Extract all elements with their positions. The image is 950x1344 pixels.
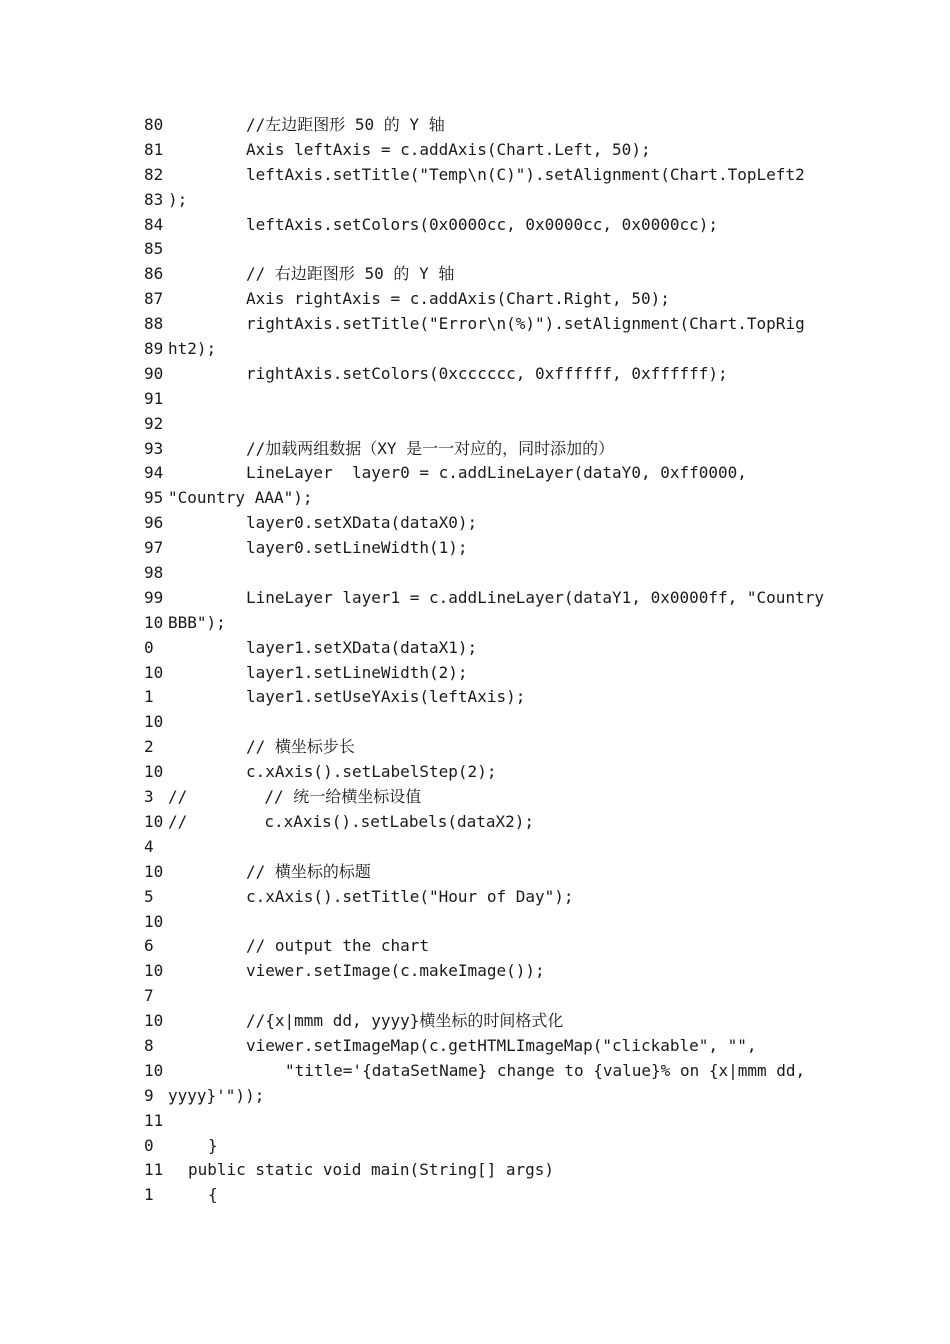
line-number: 10 — [144, 1060, 164, 1080]
line-number: 4 — [144, 836, 154, 856]
code-text: //左边距图形 50 的 Y 轴 — [246, 115, 445, 134]
code-text: // output the chart — [246, 936, 430, 956]
line-number: 10 — [144, 961, 164, 981]
line-number: 10 — [144, 612, 164, 632]
code-line — [144, 237, 824, 262]
code-text: public static void main(String[] args) — [188, 1160, 555, 1180]
line-number: 10 — [144, 712, 164, 732]
code-text: leftAxis.setTitle("Temp\n(C)").setAlignment(Chart.TopLeft2 — [246, 164, 805, 184]
code-line — [144, 586, 824, 611]
code-line — [144, 984, 824, 1009]
code-line — [144, 486, 824, 511]
code-line — [144, 437, 824, 462]
code-text: LineLayer layer1 = c.addLineLayer(dataY1, 0x0000ff, "Country — [246, 587, 824, 607]
line-number: 83 — [144, 189, 164, 209]
code-text: //加载两组数据（XY 是一一对应的，同时添加的） — [246, 438, 615, 458]
code-line — [144, 860, 824, 885]
line-number: 85 — [144, 239, 164, 259]
line-number: 96 — [144, 513, 164, 533]
code-line — [144, 810, 824, 835]
code-text: LineLayer layer0 = c.addLineLayer(dataY0, 0xff0000, — [246, 463, 747, 483]
line-number: 6 — [144, 936, 154, 956]
code-line — [144, 1084, 824, 1109]
line-number: 88 — [144, 314, 164, 334]
code-text: Axis rightAxis = c.addAxis(Chart.Right, 50); — [246, 289, 670, 309]
line-number: 97 — [144, 538, 164, 558]
code-line — [144, 287, 824, 312]
line-number: 5 — [144, 886, 154, 906]
code-line — [144, 337, 824, 362]
code-line — [144, 387, 824, 412]
code-line — [144, 262, 824, 287]
code-line — [144, 710, 824, 735]
line-number: 84 — [144, 214, 164, 234]
line-number: 87 — [144, 289, 164, 309]
code-line — [144, 885, 824, 910]
code-text: ht2); — [168, 339, 217, 359]
code-listing — [144, 113, 824, 1208]
code-line — [144, 1183, 824, 1208]
line-number: 7 — [144, 986, 154, 1006]
line-number: 98 — [144, 563, 164, 583]
code-text: viewer.setImageMap(c.getHTMLImageMap("clickable", "", — [246, 1035, 757, 1055]
code-line — [144, 1158, 824, 1183]
code-text: layer0.setLineWidth(1); — [246, 538, 468, 558]
line-number: 11 — [144, 1110, 164, 1130]
code-line — [144, 1134, 824, 1159]
code-line — [144, 636, 824, 661]
code-line — [144, 735, 824, 760]
code-text: layer0.setXData(dataX0); — [246, 513, 478, 533]
code-line — [144, 1009, 824, 1034]
line-number: 80 — [144, 115, 164, 134]
code-line — [144, 163, 824, 188]
code-line — [144, 1059, 824, 1084]
code-line — [144, 138, 824, 163]
code-text: //{x|mmm dd, yyyy}横坐标的时间格式化 — [246, 1011, 564, 1031]
code-line — [144, 461, 824, 486]
code-text: ); — [168, 189, 188, 209]
line-number: 0 — [144, 1135, 154, 1155]
code-line — [144, 412, 824, 437]
code-text: // 横坐标的标题 — [246, 861, 371, 881]
code-line — [144, 188, 824, 213]
code-text: } — [208, 1135, 218, 1155]
line-number: 2 — [144, 737, 154, 757]
line-number: 82 — [144, 164, 164, 184]
code-text: layer1.setUseYAxis(leftAxis); — [246, 687, 526, 707]
code-text: // 横坐标步长 — [246, 737, 355, 757]
code-text: c.xAxis().setLabelStep(2); — [246, 762, 497, 782]
line-number: 89 — [144, 339, 164, 359]
line-number: 10 — [144, 1011, 164, 1031]
code-text: "Country AAA"); — [168, 488, 313, 508]
code-text: BBB"); — [168, 612, 226, 632]
line-number: 1 — [144, 687, 154, 707]
code-text: // 右边距图形 50 的 Y 轴 — [246, 264, 455, 284]
code-line — [144, 113, 824, 138]
line-number: 3 — [144, 787, 154, 807]
line-number: 10 — [144, 662, 164, 682]
code-text: yyyy}'")); — [168, 1085, 265, 1105]
code-line — [144, 785, 824, 810]
code-text: c.xAxis().setTitle("Hour of Day"); — [246, 886, 574, 906]
line-number: 95 — [144, 488, 164, 508]
code-text: leftAxis.setColors(0x0000cc, 0x0000cc, 0x0000cc); — [246, 214, 719, 234]
code-text: viewer.setImage(c.makeImage()); — [246, 961, 545, 981]
code-line — [144, 511, 824, 536]
line-number: 11 — [144, 1160, 164, 1180]
code-line — [144, 685, 824, 710]
code-text: Axis leftAxis = c.addAxis(Chart.Left, 50); — [246, 139, 651, 159]
line-number: 93 — [144, 438, 164, 458]
code-text: // // 统一给横坐标设值 — [168, 787, 422, 807]
code-line — [144, 312, 824, 337]
line-number: 1 — [144, 1185, 154, 1205]
code-text: layer1.setXData(dataX1); — [246, 637, 478, 657]
line-number: 0 — [144, 637, 154, 657]
code-line — [144, 661, 824, 686]
line-number: 9 — [144, 1085, 154, 1105]
code-text: rightAxis.setColors(0xcccccc, 0xffffff, 0xffffff); — [246, 363, 728, 383]
line-number: 81 — [144, 139, 164, 159]
line-number: 91 — [144, 388, 164, 408]
code-line — [144, 536, 824, 561]
code-line — [144, 213, 824, 238]
code-text: { — [208, 1185, 218, 1205]
line-number: 8 — [144, 1035, 154, 1055]
code-text: layer1.setLineWidth(2); — [246, 662, 468, 682]
line-number: 92 — [144, 413, 164, 433]
line-number: 10 — [144, 762, 164, 782]
code-line — [144, 1109, 824, 1134]
line-number: 99 — [144, 587, 164, 607]
code-line — [144, 835, 824, 860]
code-text: rightAxis.setTitle("Error\n(%)").setAlignment(Chart.TopRig — [246, 314, 805, 334]
line-number: 10 — [144, 811, 164, 831]
code-line — [144, 934, 824, 959]
code-line — [144, 362, 824, 387]
code-line — [144, 910, 824, 935]
code-text: // c.xAxis().setLabels(dataX2); — [168, 811, 535, 831]
line-number: 86 — [144, 264, 164, 284]
code-text: "title='{dataSetName} change to {value}% on {x|mmm dd, — [285, 1060, 806, 1080]
line-number: 94 — [144, 463, 164, 483]
line-number: 10 — [144, 861, 164, 881]
code-line — [144, 760, 824, 785]
code-line — [144, 561, 824, 586]
code-line — [144, 611, 824, 636]
line-number: 10 — [144, 911, 164, 931]
line-number: 90 — [144, 363, 164, 383]
code-line — [144, 1034, 824, 1059]
code-line — [144, 959, 824, 984]
